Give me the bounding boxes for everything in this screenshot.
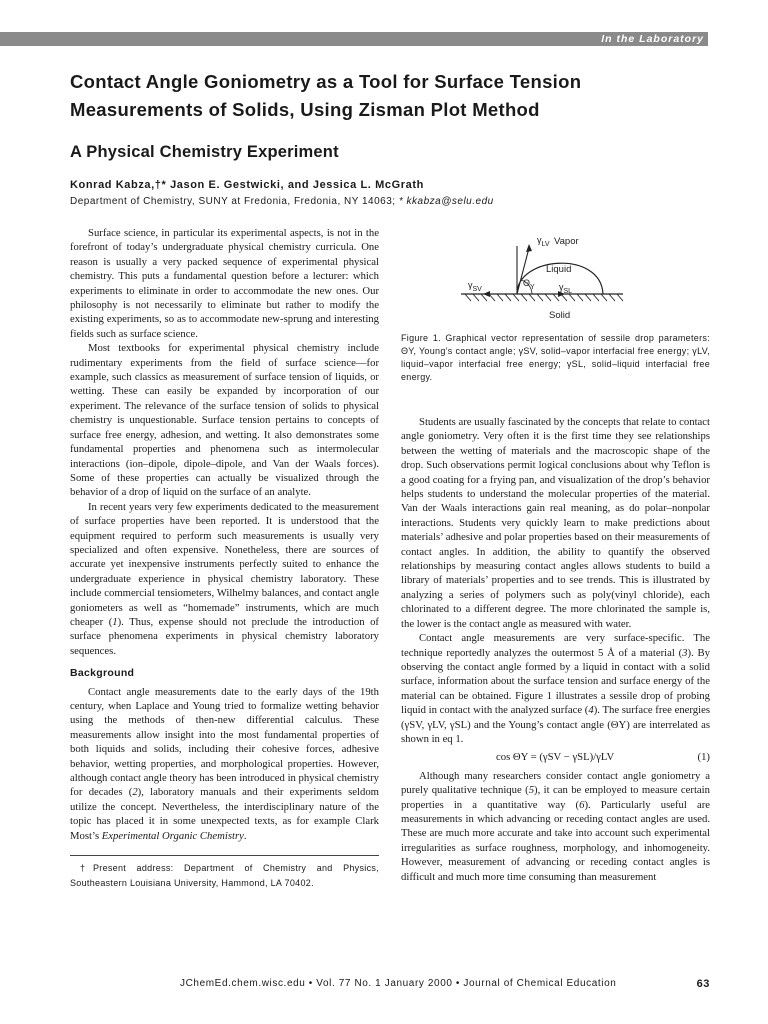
paragraph: Most textbooks for experimental physical chemistry include rudimentary experiments from the field of surface science—for example, such classics as measurement of surface tension of liquids, or wetting. These can easily be expanded by incorporation of our experiment. The relevance of the surface tension of solids to physical chemistry is unquestionable. Surface tension pertains to concepts of surface free energy, adhesion, and wetting. It also demonstrates some fundamental properties and phenomena such as intermolecular interactions (ion–dipole, dipole–dipole, and Van der Waals forces). Some of these properties can actually be visualized through the behavior of a drop of liquid on the surface of an analyte. xyxy=(70,342,379,499)
authors: Konrad Kabza,†* Jason E. Gestwicki, and Jessica L. McGrath xyxy=(70,179,424,191)
page-number: 63 xyxy=(696,978,710,990)
reference-link[interactable]: 5 xyxy=(528,784,535,797)
article-subtitle: A Physical Chemistry Experiment xyxy=(70,143,339,161)
right-column xyxy=(401,415,710,884)
equation-1 xyxy=(401,750,710,764)
theta-subscript: Y xyxy=(530,284,535,291)
title-line-1: Contact Angle Goniometry as a Tool for Surface Tension xyxy=(70,71,582,92)
author-email[interactable]: * kkabza@selu.edu xyxy=(398,196,494,207)
equation-number: (1) xyxy=(697,751,710,764)
paragraph: Contact angle measurements are very surface-specific. The technique reportedly analyzes the outermost 5 Å of a material (3). By observing the contact angle formed by a liquid in contact with a solid surface, information about the surface tension and surface energy of the material can be obtained. Figure 1 illustrates a sessile drop of probing liquid in contact with the analyzed surface (4). The surface free energies (γSV, γLV, γSL) and the Young’s contact angle (ΘY) are interrelated as shown in eq 1. xyxy=(401,632,711,745)
paragraph: Although many researchers consider contact angle goniometry a purely qualitative technique (5), it can be employed to measure certain properties in a quantitative way (6). Particularly useful are measurements in which advancing or receding contact angles are used. These are much more accurate and take into account such experimental irregularities as surface roughness, morphology, and inhomogeneity. However, measurement of advancing or receding contact angles is difficult and much more time consuming than measurement xyxy=(401,769,710,883)
left-column xyxy=(70,226,379,891)
reference-link[interactable]: 2 xyxy=(132,786,138,799)
svg-text:γLV xyxy=(537,235,550,248)
gamma-lv-subscript: LV xyxy=(541,241,550,248)
title-line-2: Measurements of Solids, Using Zisman Plot Method xyxy=(70,99,540,120)
liquid-label: Liquid xyxy=(546,264,572,275)
equation-body: cos ΘY = (γSV − γSL)/γLV xyxy=(496,751,615,764)
section-label: In the Laboratory xyxy=(0,32,708,46)
paragraph: Surface science, in particular its experimental aspects, is not in the forefront of today’s undergraduate physical chemistry curricula. One reason is usually a very packed sequence of experimental physical chemistry. This puts a fundamental question before a lecturer: which experiments to eliminate in order to accommodate the new ones. Our philosophy is not necessarily to eliminate but rather to modify the existing experiments, so as to accommodate new-sprung and interesting fields such as surface science. xyxy=(70,227,379,340)
svg-text:ΘY xyxy=(523,278,535,291)
section-heading: Background xyxy=(70,667,135,680)
gamma-lv-label: γ xyxy=(537,235,542,245)
paragraph: Students are usually fascinated by the concepts that relate to contact angle goniometry. Very often it is the first time they see relationships between the wetting of materials and the macroscopic shape of the drop. Such observations permit logical conclusions about why Teflon is a good coating for a frying pan, and visualization of the drop’s behavior helps students to understand the molecular properties of the material. Van der Waals interactions gain real meaning, as do polar–nonpolar interactions. Students very quickly learn to make predictions about materials’ adhesive and polar properties based on their measurements of contact angles. In addition, the ability to quantify the observed relationships by measuring contact angles allows students to build a library of materials’ properties and to see trends. This is illustrated by analyzing a series of polymers such as poly(vinyl chloride), each chlorinated to a different degree. The more chlorinated the sample is, the lower is the contact angle as measured with water. xyxy=(401,416,710,630)
gamma-lv-arrowhead xyxy=(526,244,532,252)
reference-link[interactable]: 1 xyxy=(112,615,118,628)
figure-1 xyxy=(401,226,710,326)
gamma-sv-label: γ xyxy=(468,280,473,290)
book-title: Experimental Organic Chemistry xyxy=(101,829,244,842)
affiliation-text: Department of Chemistry, SUNY at Fredonia, Fredonia, NY 14063; xyxy=(70,196,396,207)
paragraph: Contact angle measurements date to the early days of the 19th century, when Laplace and Young tried to formalize wetting behavior using the methods of then-new differential calculus. These measurements allow insight into the most fundamental properties of both liquids and solids, including their cohesive forces, adhesive behavior, wetting properties, and morphological properties. However, although contact angle theory has been introduced in physical chemistry for decades (2), laboratory manuals and their experiments seldom utilize the concept. Nevertheless, the interdisciplinary nature of the topic has placed it in some unexpected texts, as for example Clark Most’s Experimental Organic Chemistry. xyxy=(70,685,380,842)
gamma-sl-subscript: SL xyxy=(563,288,573,295)
solid-label: Solid xyxy=(549,310,571,321)
footer-text: JChemEd.chem.wisc.edu • Vol. 77 No. 1 January 2000 • Journal of Chemical Education xyxy=(180,978,617,989)
page-footer xyxy=(180,978,710,989)
theta-label: Θ xyxy=(523,278,531,288)
affiliation xyxy=(70,196,494,207)
figure-caption: Figure 1. Graphical vector representation of sessile drop parameters: ΘY, Young’s contact angle; γSV, solid–vapor interfacial free energy; γLV, liquid–vapor interfacial free energy; γSL, solid–liquid interfacial free energy. xyxy=(401,333,710,382)
gamma-sv-arrowhead xyxy=(483,291,490,297)
reference-link[interactable]: 6 xyxy=(579,798,585,811)
gamma-sv-subscript: SV xyxy=(472,286,482,293)
footnote-divider xyxy=(70,855,379,856)
vapor-label: Vapor xyxy=(554,236,579,247)
reference-link[interactable]: 4 xyxy=(588,704,594,717)
footnote: †Present address: Department of Chemistry and Physics, Southeastern Louisiana University, Hammond, LA 70402. xyxy=(70,863,379,889)
svg-text:γSV xyxy=(468,280,482,293)
paragraph: In recent years very few experiments dedicated to the measurement of surface properties have been reported. It is understood that the equipment required to perform such measurements is usually very specialized and often expensive. Nonetheless, there are sources of accurate yet inexpensive instruments perfectly suited to enhance the undergraduate experience in physical chemistry laboratory. These include commercial tensiometers, Wilhelmy balances, and contact angle goniometers as well as “homemade” instruments, which are much cheaper (1). Thus, expense should not preclude the introduction of surface phenomena experiments in physical chemistry laboratory sequences. xyxy=(70,500,379,657)
reference-link[interactable]: 3 xyxy=(682,646,688,659)
sessile-drop-diagram xyxy=(401,226,710,326)
gamma-sl-label: γ xyxy=(559,282,564,292)
article-title xyxy=(70,68,710,124)
